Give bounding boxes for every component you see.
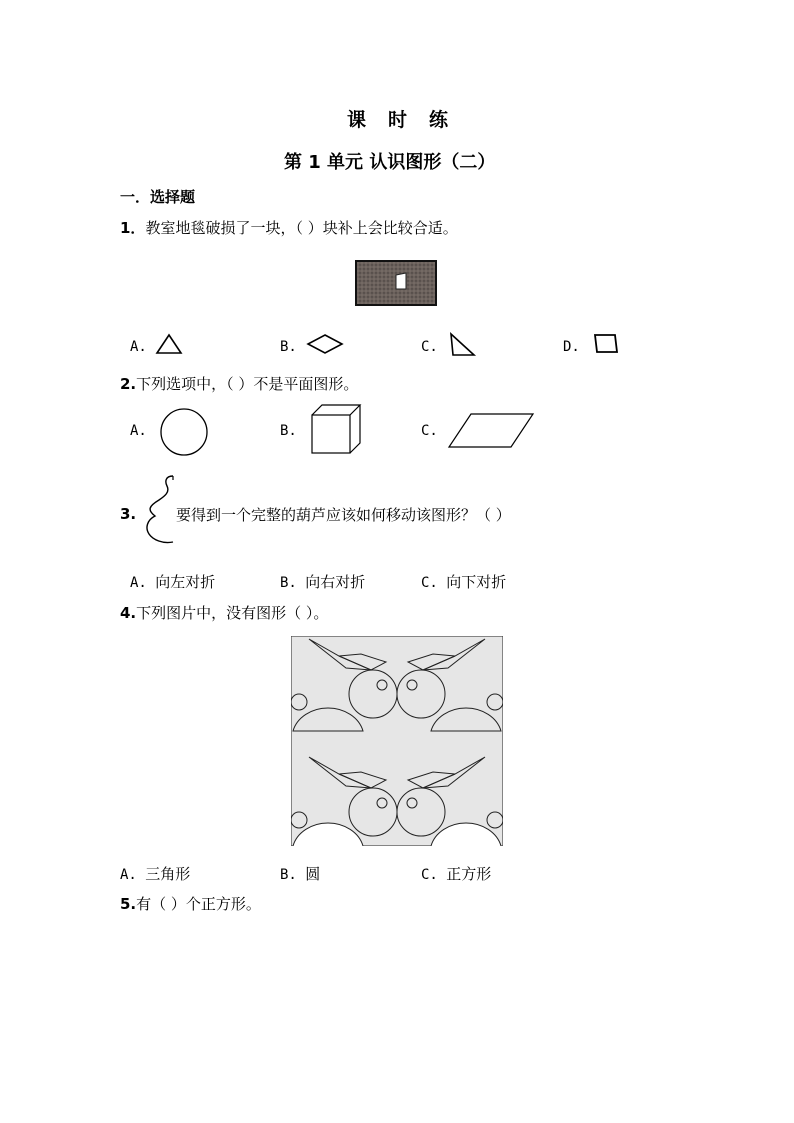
question-2 xyxy=(120,373,358,394)
option-label: 向下对折 xyxy=(446,573,507,591)
section-heading: 一．选择题 xyxy=(120,188,196,206)
rabbit-pattern-image xyxy=(291,636,503,846)
option-letter: A. xyxy=(130,575,147,591)
option-label: 三角形 xyxy=(145,865,191,883)
option-letter: B. xyxy=(280,423,297,439)
q4-option-c[interactable] xyxy=(421,863,491,884)
question-5 xyxy=(120,893,261,914)
option-letter: A. xyxy=(130,423,147,439)
q2-option-a[interactable] xyxy=(130,423,147,439)
question-text: 下列图片中，没有图形（ ）。 xyxy=(136,604,329,622)
trapezoid-icon xyxy=(592,333,620,355)
q3-option-b[interactable] xyxy=(280,571,365,592)
question-4 xyxy=(120,602,328,623)
option-letter: C. xyxy=(421,867,438,883)
option-letter: C. xyxy=(421,575,438,591)
page-title: 课时练 xyxy=(347,109,471,131)
question-text: 教室地毯破损了一块，（ ）块补上会比较合适。 xyxy=(145,219,458,237)
q4-option-a[interactable] xyxy=(120,863,190,884)
option-letter: B. xyxy=(280,867,297,883)
option-label: 圆 xyxy=(305,865,321,883)
rhombus-icon xyxy=(305,333,345,355)
option-letter: D. xyxy=(563,339,580,355)
q3-option-c[interactable] xyxy=(421,571,506,592)
carpet-image xyxy=(355,260,437,306)
parallelogram-icon xyxy=(447,412,537,450)
option-letter: C. xyxy=(421,339,438,355)
option-letter: A. xyxy=(120,867,137,883)
question-3-number xyxy=(120,505,136,523)
option-label: 正方形 xyxy=(446,865,492,883)
question-number: 4. xyxy=(120,604,137,622)
q1-option-b[interactable] xyxy=(280,339,297,355)
option-letter: C. xyxy=(421,423,438,439)
option-label: 向右对折 xyxy=(305,573,366,591)
question-3 xyxy=(176,504,511,525)
question-text: 下列选项中，（ ）不是平面图形。 xyxy=(136,375,359,393)
question-number: 1． xyxy=(120,219,146,237)
question-1 xyxy=(120,217,458,238)
question-text: 要得到一个完整的葫芦应该如何移动该图形？（ ） xyxy=(176,506,511,524)
option-letter: B. xyxy=(280,575,297,591)
question-number: 2. xyxy=(120,375,137,393)
cube-icon xyxy=(310,403,364,455)
q2-option-b[interactable] xyxy=(280,423,297,439)
question-number: 5. xyxy=(120,895,137,913)
page-subtitle: 第 1 单元 认识图形（二） xyxy=(284,152,496,173)
option-letter: B. xyxy=(280,339,297,355)
q1-option-c[interactable] xyxy=(421,339,438,355)
option-label: 向左对折 xyxy=(155,573,216,591)
right-triangle-icon xyxy=(447,331,477,357)
q3-option-a[interactable] xyxy=(130,571,215,592)
triangle-icon xyxy=(155,333,183,355)
half-gourd-icon xyxy=(143,474,177,546)
option-letter: A. xyxy=(130,339,147,355)
question-text: 有（ ）个正方形。 xyxy=(136,895,261,913)
question-number: 3. xyxy=(120,505,137,523)
circle-icon xyxy=(158,407,210,457)
q1-option-a[interactable] xyxy=(130,339,147,355)
q4-option-b[interactable] xyxy=(280,863,320,884)
q2-option-c[interactable] xyxy=(421,423,438,439)
q1-option-d[interactable] xyxy=(563,339,580,355)
